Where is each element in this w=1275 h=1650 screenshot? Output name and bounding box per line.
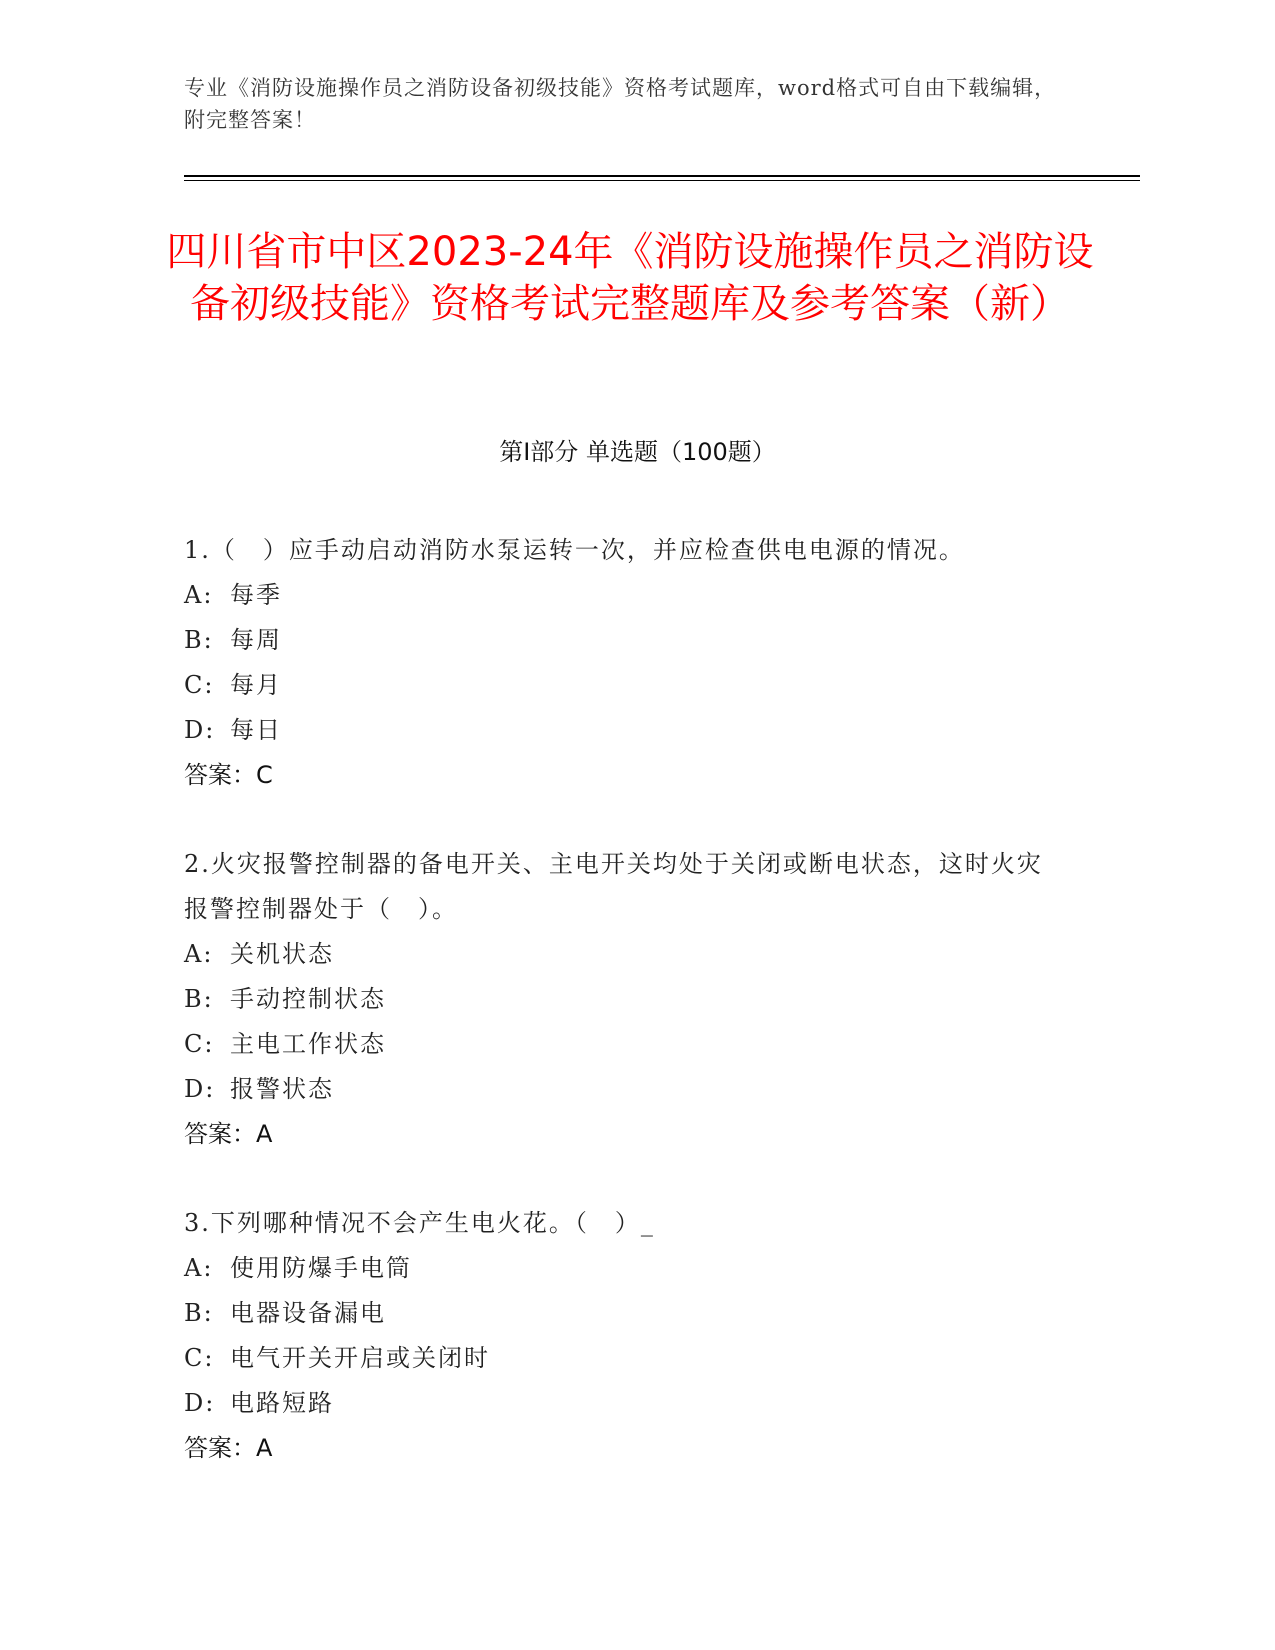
option-key: C:	[184, 1344, 215, 1372]
section-heading: 第Ⅰ部分 单选题（100题）	[499, 438, 776, 466]
option-key: C:	[184, 1030, 215, 1058]
option-key: C:	[184, 671, 215, 699]
option-b	[184, 618, 1064, 663]
header-divider-thick	[184, 175, 1140, 177]
answer-line: 答案：A	[184, 1120, 273, 1148]
option-text: 手动控制状态	[230, 985, 386, 1013]
option-a	[184, 932, 1064, 977]
option-a	[184, 573, 1064, 618]
option-c	[184, 1336, 1064, 1381]
answer-line: 答案：A	[184, 1434, 273, 1462]
option-key: B:	[184, 626, 214, 654]
option-c	[184, 1022, 1064, 1067]
option-text: 报警状态	[230, 1075, 334, 1103]
answer-line: 答案：C	[184, 761, 273, 789]
option-key: B:	[184, 985, 214, 1013]
option-b	[184, 977, 1064, 1022]
option-a	[184, 1246, 1064, 1291]
option-d	[184, 1067, 1064, 1112]
option-b	[184, 1291, 1064, 1336]
question-1	[184, 528, 1064, 798]
option-key: D:	[184, 716, 216, 744]
option-text: 每日	[230, 716, 282, 744]
option-c	[184, 663, 1064, 708]
question-2	[184, 842, 1064, 1157]
option-key: A:	[184, 581, 214, 609]
option-text: 电气开关开启或关闭时	[230, 1344, 490, 1372]
option-text: 主电工作状态	[230, 1030, 386, 1058]
option-key: A:	[184, 940, 214, 968]
question-stem: 2.火灾报警控制器的备电开关、主电开关均处于关闭或断电状态，这时火灾报警控制器处于（ ）。	[184, 850, 1043, 923]
option-key: D:	[184, 1389, 216, 1417]
option-key: B:	[184, 1299, 214, 1327]
question-3	[184, 1201, 1064, 1471]
header-note: 专业《消防设施操作员之消防设备初级技能》资格考试题库，word格式可自由下载编辑，附完整答案！	[184, 76, 1057, 132]
option-d	[184, 708, 1064, 753]
option-key: D:	[184, 1075, 216, 1103]
question-stem: 3.下列哪种情况不会产生电火花。（ ）_	[184, 1209, 655, 1237]
option-text: 电路短路	[230, 1389, 334, 1417]
option-text: 关机状态	[230, 940, 334, 968]
option-text: 电器设备漏电	[230, 1299, 386, 1327]
question-stem: 1.（ ）应手动启动消防水泵运转一次，并应检查供电电源的情况。	[184, 536, 965, 564]
option-d	[184, 1381, 1064, 1426]
option-key: A:	[184, 1254, 214, 1282]
option-text: 每周	[230, 626, 282, 654]
option-text: 使用防爆手电筒	[230, 1254, 412, 1282]
option-text: 每季	[230, 581, 282, 609]
option-text: 每月	[230, 671, 282, 699]
header-divider-thin	[184, 180, 1140, 181]
document-title: 四川省市中区2023-24年《消防设施操作员之消防设备初级技能》资格考试完整题库及参考答案（新）	[166, 229, 1094, 327]
question-list	[184, 528, 1064, 1515]
